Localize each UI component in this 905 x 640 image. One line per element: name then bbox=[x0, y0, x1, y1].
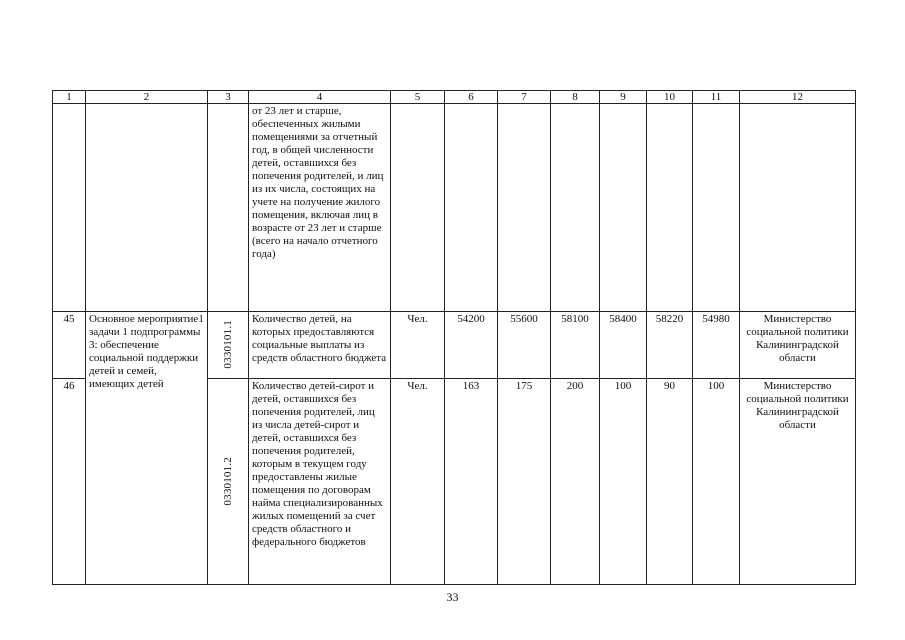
value-cell: 90 bbox=[647, 378, 693, 584]
column-header: 12 bbox=[740, 91, 856, 104]
column-header: 9 bbox=[600, 91, 647, 104]
value-cell: 200 bbox=[551, 378, 600, 584]
event-cell bbox=[86, 312, 208, 390]
column-header: 3 bbox=[208, 91, 249, 104]
value-cell bbox=[693, 104, 740, 312]
event-cell-continued bbox=[86, 378, 208, 584]
table-row-continuation bbox=[53, 104, 856, 312]
value-cell: 58100 bbox=[551, 312, 600, 379]
responsible-cell bbox=[740, 104, 856, 312]
column-header: 7 bbox=[498, 91, 551, 104]
value-cell bbox=[600, 104, 647, 312]
event-cell bbox=[86, 104, 208, 312]
column-header: 8 bbox=[551, 91, 600, 104]
value-cell bbox=[647, 104, 693, 312]
value-cell: 100 bbox=[693, 378, 740, 584]
column-header: 4 bbox=[249, 91, 391, 104]
code-cell bbox=[208, 378, 249, 584]
column-header: 5 bbox=[391, 91, 445, 104]
responsible-cell: Министерство социальной политики Калининградской области bbox=[740, 378, 856, 584]
unit-cell: Чел. bbox=[391, 378, 445, 584]
table-row bbox=[53, 378, 856, 584]
code-cell bbox=[208, 312, 249, 379]
value-cell bbox=[551, 104, 600, 312]
value-cell: 100 bbox=[600, 378, 647, 584]
code-cell bbox=[208, 104, 249, 312]
value-cell: 55600 bbox=[498, 312, 551, 379]
unit-cell: Чел. bbox=[391, 312, 445, 379]
column-header: 2 bbox=[86, 91, 208, 104]
responsible-cell: Министерство социальной политики Калининградской области bbox=[740, 312, 856, 379]
row-number-cell bbox=[53, 104, 86, 312]
value-cell: 58220 bbox=[647, 312, 693, 379]
value-cell: 54980 bbox=[693, 312, 740, 379]
row-number-cell: 46 bbox=[53, 378, 86, 584]
value-cell: 163 bbox=[445, 378, 498, 584]
row-number-cell: 45 bbox=[53, 312, 86, 379]
column-header: 11 bbox=[693, 91, 740, 104]
indicator-cell: Количество детей, на которых предоставляются социальные выплаты из средств областного бюджета bbox=[249, 312, 391, 379]
table-row bbox=[53, 312, 856, 379]
value-cell bbox=[498, 104, 551, 312]
row-code: 0330101.1 bbox=[221, 320, 234, 370]
value-cell: 54200 bbox=[445, 312, 498, 379]
column-header: 6 bbox=[445, 91, 498, 104]
value-cell bbox=[445, 104, 498, 312]
table-header-row bbox=[53, 91, 856, 104]
value-cell: 175 bbox=[498, 378, 551, 584]
unit-cell bbox=[391, 104, 445, 312]
indicator-cell: от 23 лет и старше, обеспеченных жилыми помещениями за отчетный год, в общей численности детей, оставшихся без попечения родителей, и лиц из их числа, состоящих на учете на получение жилого помещения, включая лиц в возрасте от 23 лет и старше (всего на начало отчетного года) bbox=[249, 104, 391, 312]
value-cell: 58400 bbox=[600, 312, 647, 379]
column-header: 1 bbox=[53, 91, 86, 104]
indicator-cell: Количество детей-сирот и детей, оставшихся без попечения родителей, лиц из числа детей-сирот и детей, оставшихся без попечения родителей, которым в текущем году предоставлены жилые помещения по договорам найма специализированных жилых помещений за счет средств областного и федерального бюджетов bbox=[249, 378, 391, 584]
column-header: 10 bbox=[647, 91, 693, 104]
page-number: 33 bbox=[446, 590, 459, 604]
indicators-table bbox=[52, 90, 856, 585]
row-code: 0330101.2 bbox=[221, 456, 234, 506]
event-text: Основное мероприятие1 задачи 1 подпрограммы 3: обеспечение социальной поддержки детей и семей, имеющих детей bbox=[89, 313, 204, 390]
